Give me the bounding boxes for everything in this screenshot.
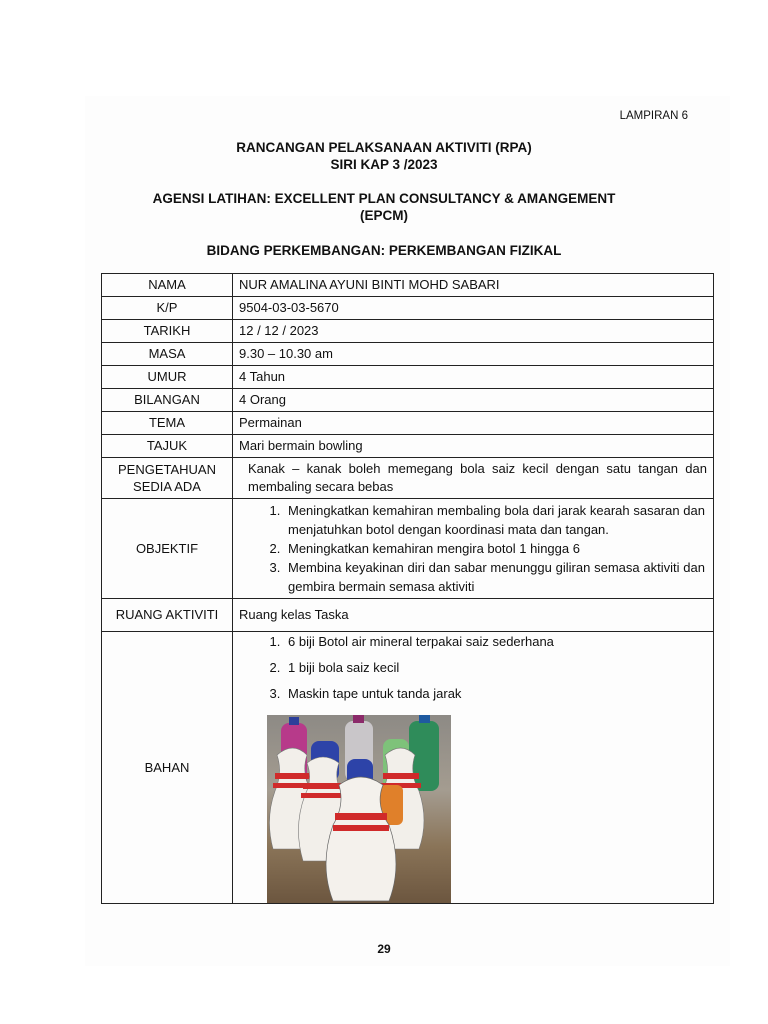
row-value: Mari bermain bowling [233, 435, 714, 458]
table-row [102, 366, 714, 389]
page-number: 29 [377, 942, 391, 956]
table-row [102, 274, 714, 297]
bowling-pins-illustration [267, 715, 451, 903]
table-row [102, 343, 714, 366]
field-heading: BIDANG PERKEMBANGAN: PERKEMBANGAN FIZIKAL [206, 243, 562, 258]
row-label: NAMA [102, 274, 233, 297]
row-label: MASA [102, 343, 233, 366]
row-label: TEMA [102, 412, 233, 435]
table-row [102, 499, 714, 599]
agency-heading [0, 190, 768, 224]
row-value: 4 Tahun [233, 366, 714, 389]
objectives-list [239, 501, 705, 596]
list-item: 1. 6 biji Botol air mineral terpakai saiz sederhana [284, 632, 707, 651]
objectives-cell [233, 499, 714, 599]
row-value: 9504-03-03-5670 [233, 297, 714, 320]
list-item: 2. 1 biji bola saiz kecil [284, 658, 707, 677]
table-row [102, 458, 714, 499]
list-item: 2. Meningkatkan kemahiran mengira botol 1 hingga 6 [284, 539, 705, 558]
agency-line-1: AGENSI LATIHAN: EXCELLENT PLAN CONSULTANCY & AMANGEMENT [152, 191, 616, 206]
list-item: 3. Maskin tape untuk tanda jarak [284, 684, 707, 703]
label-line-2: SEDIA ADA [133, 479, 201, 494]
table-row [102, 297, 714, 320]
row-label: TARIKH [102, 320, 233, 343]
materials-list [239, 632, 707, 703]
materials-cell [233, 632, 714, 904]
row-value: Kanak – kanak boleh memegang bola saiz kecil dengan satu tangan dan membaling secara bebas [233, 458, 714, 499]
row-value: Ruang kelas Taska [233, 599, 714, 632]
bowling-bottles-photo [267, 715, 451, 903]
row-value: 4 Orang [233, 389, 714, 412]
row-value: 9.30 – 10.30 am [233, 343, 714, 366]
table-row [102, 599, 714, 632]
title-line-2: SIRI KAP 3 /2023 [330, 157, 438, 172]
table-row [102, 320, 714, 343]
table-row [102, 632, 714, 904]
activity-plan-table [101, 273, 714, 904]
row-label: BILANGAN [102, 389, 233, 412]
title-line-1: RANCANGAN PELAKSANAAN AKTIVITI (RPA) [236, 140, 532, 155]
list-item: 3. Membina keyakinan diri dan sabar menunggu giliran semasa aktiviti dan gembira bermain semasa aktiviti [284, 558, 705, 596]
row-value: 12 / 12 / 2023 [233, 320, 714, 343]
table-row [102, 435, 714, 458]
table-row [102, 412, 714, 435]
row-label [102, 458, 233, 499]
appendix-label: LAMPIRAN 6 [619, 110, 688, 122]
table-row [102, 389, 714, 412]
row-label: UMUR [102, 366, 233, 389]
list-item: 1. Meningkatkan kemahiran membaling bola dari jarak kearah sasaran dan menjatuhkan botol dengan koordinasi mata dan tangan. [284, 501, 705, 539]
row-label: OBJEKTIF [102, 499, 233, 599]
row-value: Permainan [233, 412, 714, 435]
agency-line-2: (EPCM) [360, 208, 408, 223]
row-label: K/P [102, 297, 233, 320]
row-value: NUR AMALINA AYUNI BINTI MOHD SABARI [233, 274, 714, 297]
row-label: RUANG AKTIVITI [102, 599, 233, 632]
label-line-1: PENGETAHUAN [118, 462, 216, 477]
row-label: TAJUK [102, 435, 233, 458]
document-title [0, 139, 768, 173]
row-label: BAHAN [102, 632, 233, 904]
